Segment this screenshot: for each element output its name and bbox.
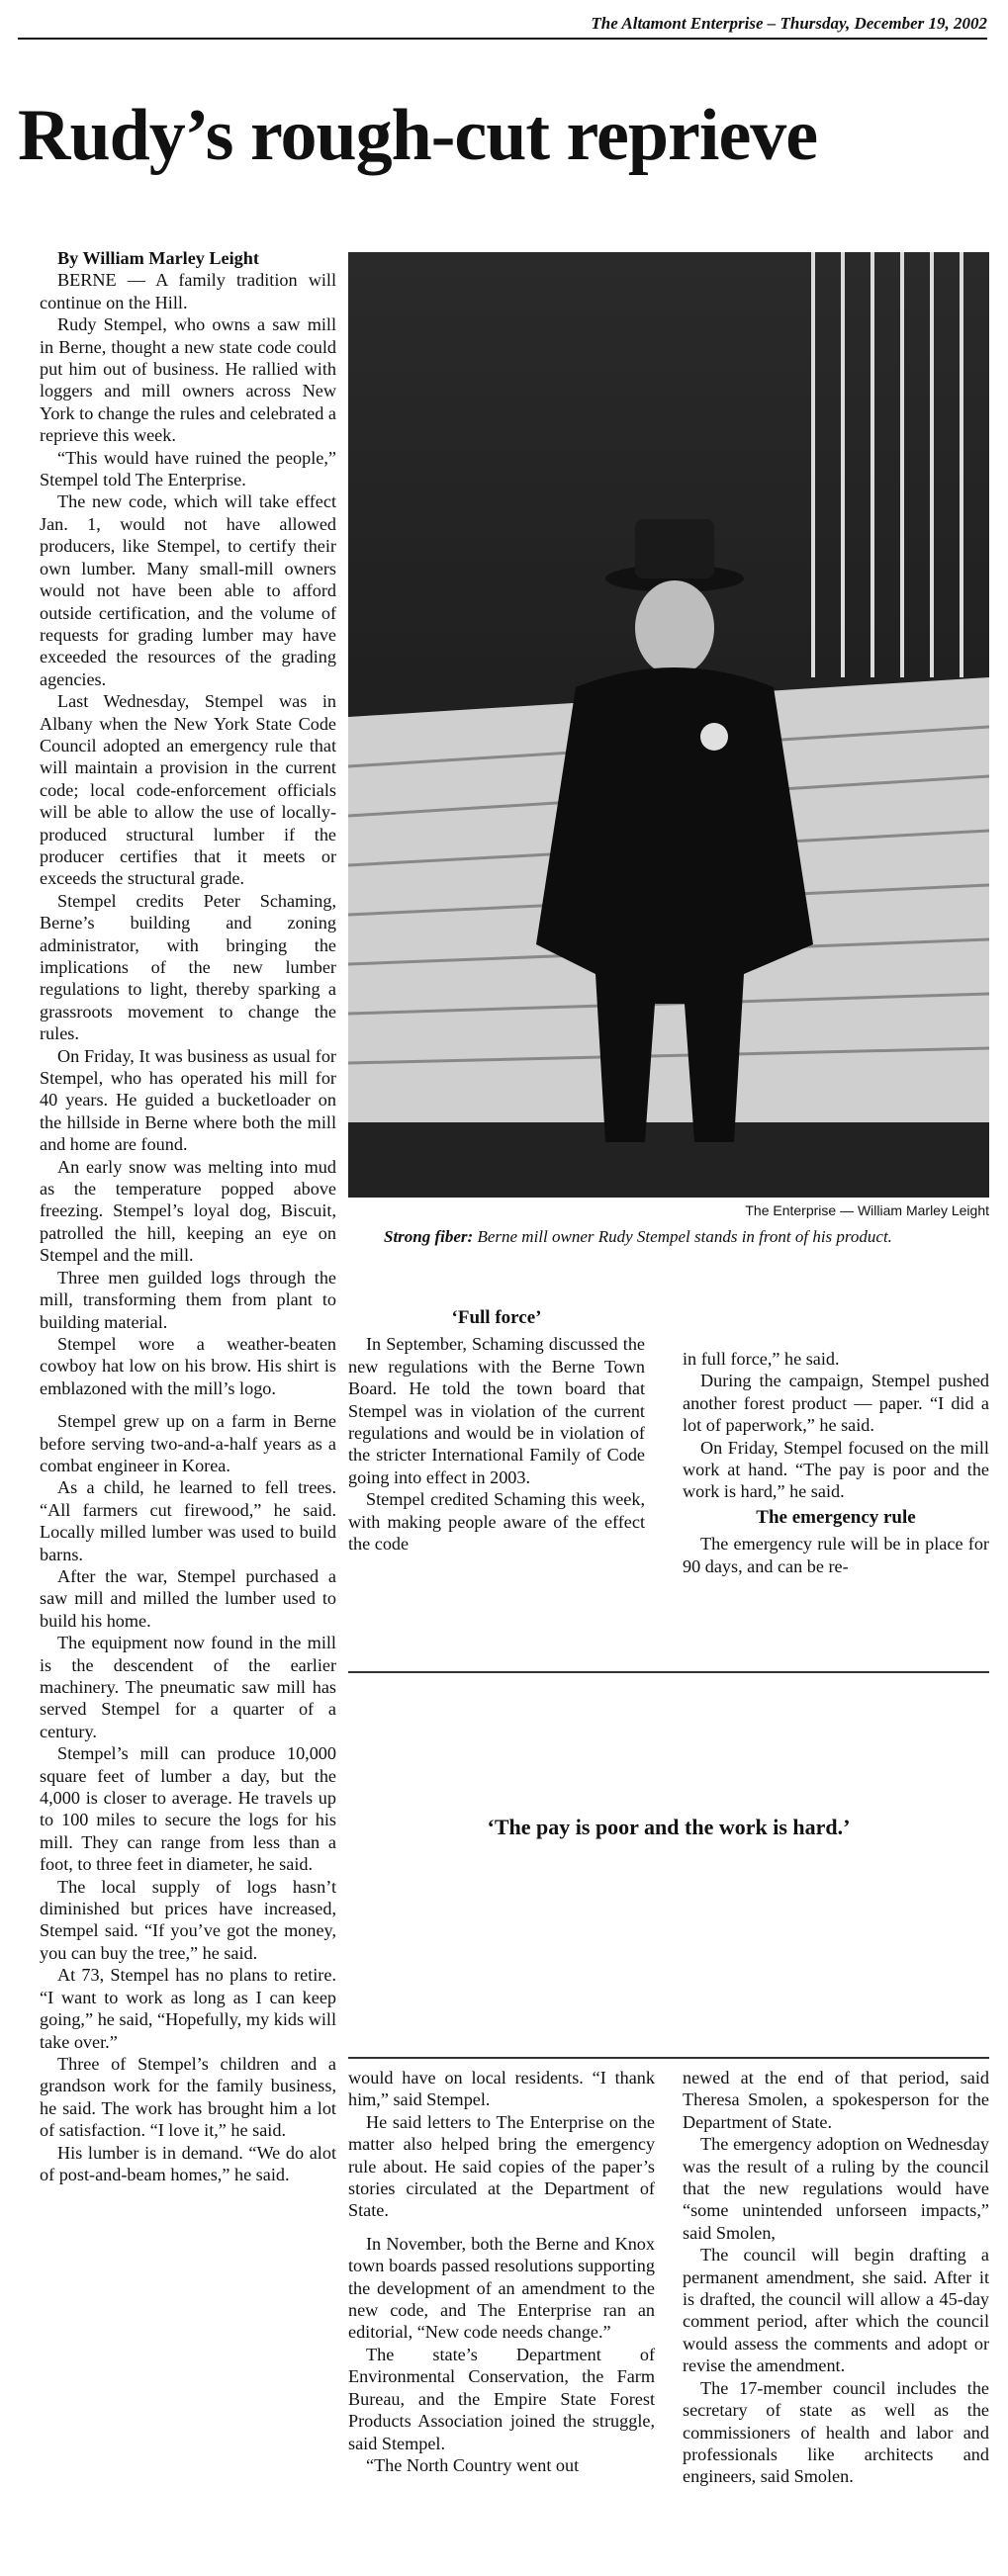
paragraph: The new code, which will take effect Jan. 1, would not have allowed producers, like Stempel, to certify their own lumber. Many small-mill owners would not have been able to afford outside certification, and the volume of requests for grading lumber may have exceeded the resources of the grading agencies. <box>40 491 336 689</box>
paragraph: Stempel’s mill can produce 10,000 square feet of lumber a day, but the 4,000 is closer to average. He travels up to 100 miles to secure the logs for his mill. They can range from less than a foot, to three feet in diameter, he said. <box>40 1743 336 1875</box>
bottom-column-1 <box>348 2067 655 2476</box>
bottom-column-2 <box>683 2067 989 2488</box>
paragraph: in full force,” he said. <box>683 1349 840 1369</box>
paragraph: On Friday, It was business as usual for Stempel, who has operated his mill for 40 years. He guided a bucketloader on the hillside in Berne where both the mill and home are found. <box>40 1045 336 1155</box>
paragraph: The emergency adoption on Wednesday was the result of a ruling by the council that the new regulations would have “some unintended unforseen impacts,” said Smolen, <box>683 2134 989 2243</box>
pull-quote: ‘The pay is poor and the work is hard.’ <box>487 1815 851 1839</box>
divider-bottom <box>348 2057 989 2059</box>
paragraph: Stempel grew up on a farm in Berne before serving two-and-a-half years as a combat engineer in Korea. <box>40 1411 336 1475</box>
paragraph: As a child, he learned to fell trees. “All farmers cut firewood,” he said. Locally milled lumber was used to build barns. <box>40 1477 336 1564</box>
paragraph: An early snow was melting into mud as the temperature popped above freezing. Stempel’s loyal dog, Biscuit, patrolled the hill, keeping an eye on Stempel and the mill. <box>40 1156 336 1266</box>
middle-column-2 <box>683 1348 989 1577</box>
paragraph: Stempel wore a weather-beaten cowboy hat low on his brow. His shirt is emblazoned with the mill’s logo. <box>40 1333 336 1398</box>
paragraph: The local supply of logs hasn’t diminished but prices have increased, Stempel said. “If you’ve got the money, you can buy the tree,” he said. <box>40 1876 336 1963</box>
headline: Rudy’s rough-cut reprieve <box>18 95 818 176</box>
divider-top <box>348 1671 989 1673</box>
paragraph: The equipment now found in the mill is the descendent of the earlier machinery. The pneumatic saw mill has served Stempel for a quarter of a century. <box>40 1633 336 1741</box>
paragraph: During the campaign, Stempel pushed another forest product — paper. “I did a lot of paperwork,” he said. <box>683 1371 989 1436</box>
paragraph: The 17-member council includes the secretary of state as well as the commissioners of health and labor and professionals like architects and engineers, said Smolen. <box>683 2377 989 2487</box>
paragraph: Three of Stempel’s children and a grandson work for the family business, he said. The work has brought him a lot of satisfaction. “I love it,” he said. <box>40 2053 336 2141</box>
paragraph: newed at the end of that period, said Theresa Smolen, a spokesperson for the Department of State. <box>683 2068 989 2132</box>
photo-credit: The Enterprise — William Marley Leight <box>745 1202 989 1218</box>
paragraph: Last Wednesday, Stempel was in Albany when the New York State Code Council adopted an emergency rule that will maintain a provision in the current code; local code-enforcement officials will be able to allow the use of locally-produced structural lumber if the producer certifies that it meets or exceeds the structural grade. <box>40 691 336 889</box>
mill-owner-photo <box>348 252 989 1198</box>
paragraph: On Friday, Stempel focused on the mill work at hand. “The pay is poor and the work is hard,” he said. <box>683 1437 989 1502</box>
paragraph: In November, both the Berne and Knox town boards passed resolutions supporting the development of an amendment to the new code, and The Enterprise ran an editorial, “New code needs change.” <box>348 2233 655 2343</box>
paragraph: His lumber is in demand. “We do alot of post-and-beam homes,” he said. <box>40 2142 336 2184</box>
caption-text: Berne mill owner Rudy Stempel stands in front of his product. <box>473 1227 892 1246</box>
paragraph: At 73, Stempel has no plans to retire. “I want to work as long as I can keep going,” he said, “Hopefully, my kids will take over.” <box>40 1965 336 2052</box>
paragraph: After the war, Stempel purchased a saw mill and milled the lumber used to build his home. <box>40 1565 336 1631</box>
paragraph: The state’s Department of Environmental Conservation, the Farm Bureau, and the Empire State Forest Products Association joined the struggle, said Stempel. <box>348 2344 655 2453</box>
byline: By William Marley Leight <box>57 248 259 268</box>
subhead-full-force: ‘Full force’ <box>451 1307 542 1328</box>
paragraph: “This would have ruined the people,” Stempel told The Enterprise. <box>40 447 336 490</box>
paragraph: Rudy Stempel, who owns a saw mill in Berne, thought a new state code could put him out of business. He rallied with loggers and mill owners across New York to change the rules and celebrated a reprieve this week. <box>40 314 336 446</box>
paragraph: BERNE — A family tradition will continue on the Hill. <box>40 270 336 312</box>
paragraph: The emergency rule will be in place for 90 days, and can be re- <box>683 1534 989 1576</box>
paragraph: “The North Country went out <box>366 2454 580 2475</box>
photo-caption <box>384 1226 989 1247</box>
paragraph: In September, Schaming discussed the new regulations with the Berne Town Board. He told the town board that Stempel was in violation of the current regulations and would be in violation of the stricter International Family of Code going into effect in 2003. <box>348 1334 645 1487</box>
subhead-emergency-rule: The emergency rule <box>756 1506 916 1528</box>
paragraph: would have on local residents. “I thank him,” said Stempel. <box>348 2068 655 2110</box>
issue-line: The Altamont Enterprise – Thursday, December 19, 2002 <box>18 14 987 40</box>
caption-lead: Strong fiber: <box>384 1227 474 1246</box>
left-column <box>40 247 336 2185</box>
paragraph: Three men guilded logs through the mill, transforming them from plant to building material. <box>40 1267 336 1332</box>
paragraph: He said letters to The Enterprise on the matter also helped bring the emergency rule about. He said copies of the paper’s stories circulated at the Department of State. <box>348 2111 655 2221</box>
paragraph: Stempel credits Peter Schaming, Berne’s building and zoning administrator, with bringing the implications of the new lumber regulations to light, thereby sparking a grassroots movement to change the rules. <box>40 890 336 1044</box>
paragraph: Stempel credited Schaming this week, with making people aware of the effect the code <box>348 1489 645 1554</box>
paragraph: The council will begin drafting a permanent amendment, she said. After it is drafted, the council will allow a 45-day comment period, after which the council would assess the comments and adopt or revise the amendment. <box>683 2245 989 2376</box>
middle-column-1 <box>348 1303 645 1554</box>
